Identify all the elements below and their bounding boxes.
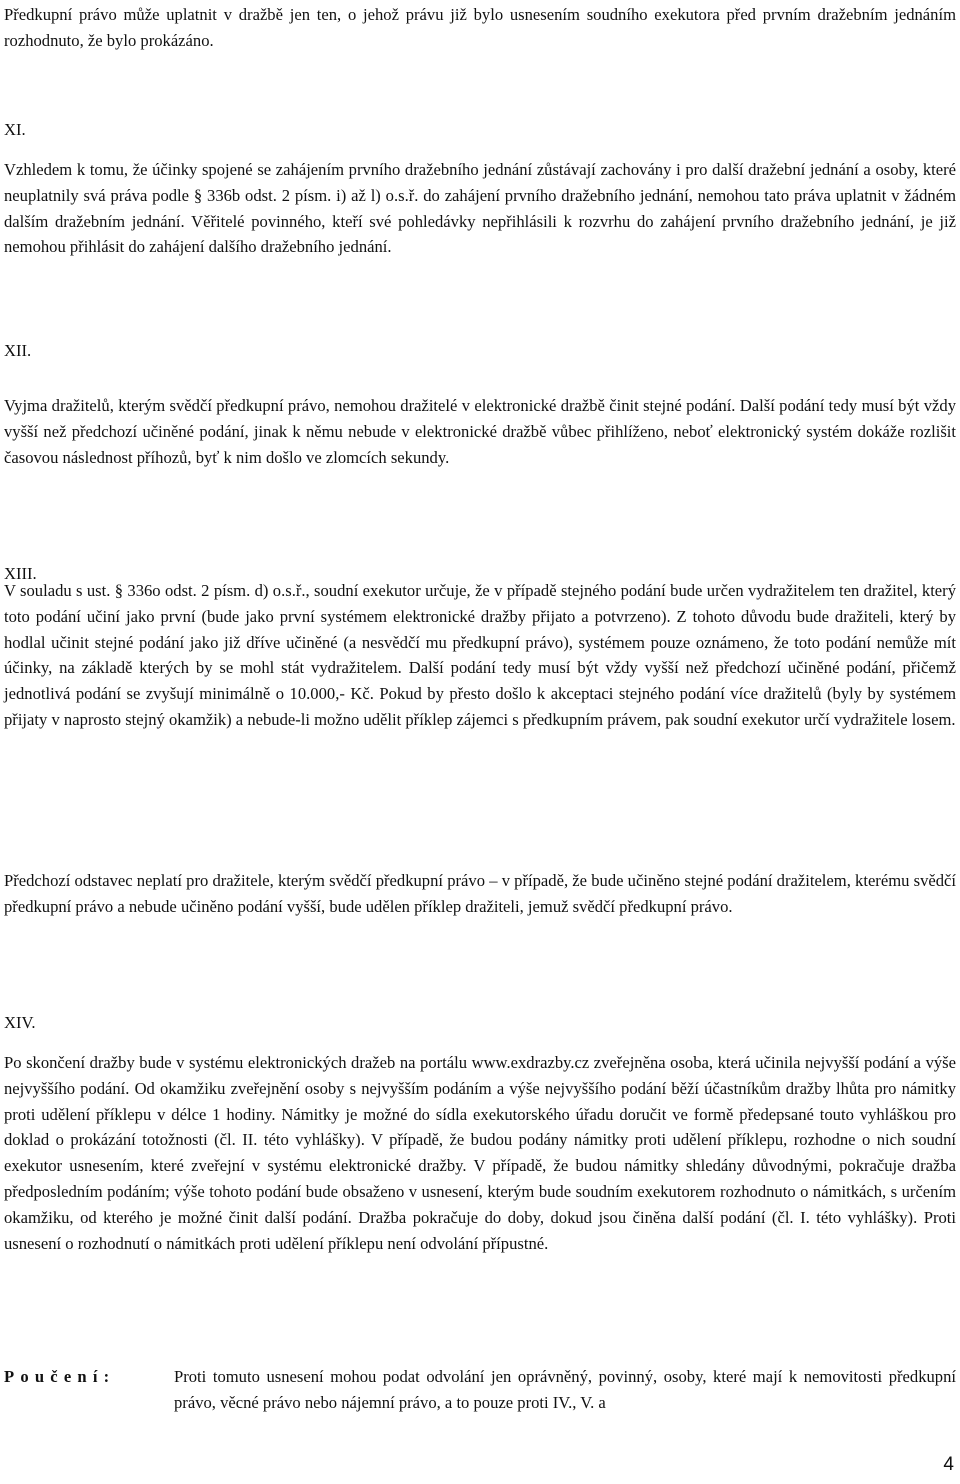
pouceni-text: Proti tomuto usnesení mohou podat odvolání jen oprávněný, povinný, osoby, které mají k nemovitosti předkupní právo, věcné právo nebo nájemní právo, a to pouze proti IV., V. a xyxy=(174,1367,956,1412)
section-heading: XI. xyxy=(4,120,26,139)
section-paragraph: Vyjma dražitelů, kterým svědčí předkupní právo, nemohou dražitelé v elektronické dražbě činit stejné podání. Další podání tedy musí být vždy vyšší než předchozí učiněné podání, jinak k němu nebude v elektronické dražbě vůbec přihlíženo, neboť elektronický systém dokáže rozlišit časovou následnost příhozů, byť k nim došlo ve zlomcích sekundy. xyxy=(4,396,956,467)
section-heading: XII. xyxy=(4,341,32,360)
section-xiii-body-2 xyxy=(4,868,956,920)
page-number: 4 xyxy=(943,1454,954,1475)
pouceni-label: Poučení: xyxy=(4,1367,116,1386)
intro-block xyxy=(4,2,956,54)
section-paragraph: Předchozí odstavec neplatí pro dražitele, kterým svědčí předkupní právo – v případě, že bude učiněno stejné podání dražitelem, kterému svědčí předkupní právo a nebude učiněno podání vyšší, bude udělen příklep dražiteli, jemuž svědčí předkupní právo. xyxy=(4,871,956,916)
section-paragraph: Vzhledem k tomu, že účinky spojené se zahájením prvního dražebního jednání zůstávají zachovány i pro další dražební jednání a osoby, které neuplatnily svá práva podle § 336b odst. 2 písm. i) až l) o.s.ř. do zahájení prvního dražebního jednání, nemohou tato práva uplatnit v žádném dalším dražebním jednání. Věřitelé povinného, kteří své pohledávky nepřihlásili k rozvrhu do zahájení prvního dražebního jednání, je již nemohou přihlásit do zahájení dalšího dražebního jednání. xyxy=(4,160,956,257)
section-paragraph: V souladu s ust. § 336o odst. 2 písm. d) o.s.ř., soudní exekutor určuje, že v případě stejného podání bude určen vydražitelem ten dražitel, který toto podání učiní jako první (bude jako první systémem elektronické dražby přijato a potvrzeno). Z tohoto důvodu bude dražiteli, který by hodlal učinit stejné podání jako již dříve učiněné (a nesvědčí mu předkupní právo), systémem pouze oznámeno, že toto podání nemůže mít účinky, na základě kterých by se mohl stát vydražitelem. Další podání tedy musí být vždy vyšší než předchozí učiněné podání, přičemž jednotlivá podání se zvyšují minimálně o 10.000,- Kč. Pokud by přesto došlo k akceptaci stejného podání více dražitelů (byly by systémem přijaty v naprosto stejný okamžik) a nebude-li možno udělit příklep zájemci s předkupním právem, pak soudní exekutor určí vydražitele losem. xyxy=(4,581,956,729)
section-xii-body xyxy=(4,393,956,470)
section-xiii-body xyxy=(4,578,956,733)
section-heading: XIII. xyxy=(4,564,37,583)
section-heading: XIV. xyxy=(4,1013,36,1032)
section-xi-body xyxy=(4,157,956,260)
section-xii xyxy=(4,338,956,364)
section-xiv-body xyxy=(4,1050,956,1256)
section-xiv xyxy=(4,1010,956,1036)
intro-paragraph: Předkupní právo může uplatnit v dražbě jen ten, o jehož právu již bylo usnesením soudního exekutora před prvním dražebním jednáním rozhodnuto, že bylo prokázáno. xyxy=(4,5,956,50)
section-xi xyxy=(4,117,956,143)
section-paragraph: Po skončení dražby bude v systému elektronických dražeb na portálu www.exdrazby.cz zveřejněna osoba, která učinila nejvyšší podání a výše nejvyššího podání. Od okamžiku zveřejnění osoby s nejvyšším podáním a výše nejvyššího podání běží účastníkům dražby lhůta pro námitky proti udělení příklepu v délce 1 hodiny. Námitky je možné do sídla exekutorského úřadu doručit ve formě předepsané touto vyhláškou pro doklad o prokázání totožnosti (čl. II. této vyhlášky). V případě, že budou podány námitky proti udělení příklepu, rozhodne o nich soudní exekutor usnesením, které zveřejní v systému elektronické dražby. V případě, že budou námitky shledány důvodnými, pokračuje dražba předposledním podáním; výše tohoto podání bude obsaženo v usnesení, kterým bude soudním exekutorem rozhodnuto o námitkách, s určením okamžiku, od kterého je možné činit další podání. Dražba pokračuje do doby, dokud jsou činěna další podání (čl. I. této vyhlášky). Proti usnesení o rozhodnutí o námitkách proti udělení příklepu není odvolání přípustné. xyxy=(4,1053,956,1253)
